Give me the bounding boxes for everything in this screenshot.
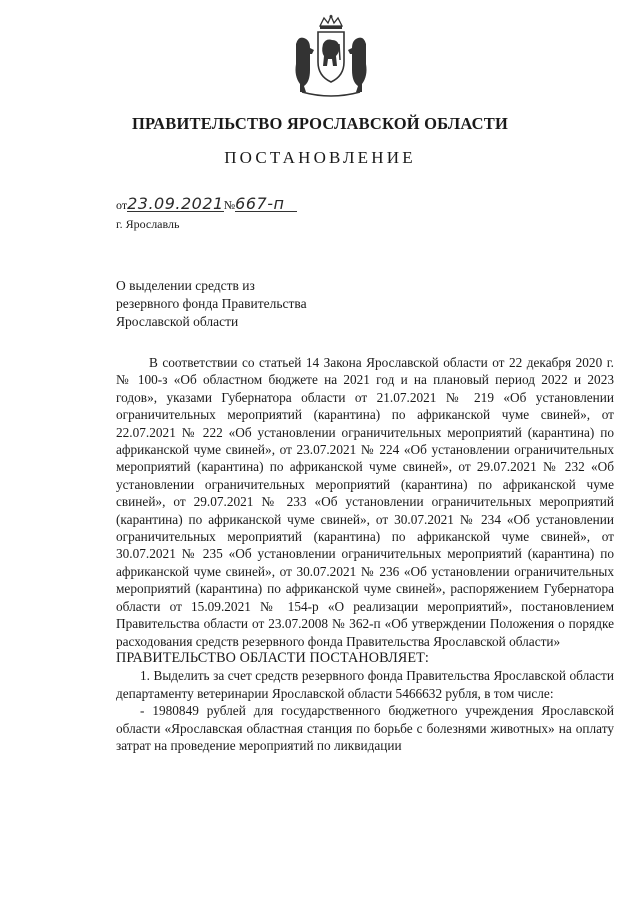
item-1-subitem: - 1980849 рублей для государственного бюджетного учреждения Ярославской области «Ярославская областная станция по борьбе с болезнями животных» на оплату затрат на проведение мероприятий по ликвидации [116, 703, 614, 753]
date-prefix: от [116, 198, 128, 212]
preamble-paragraph: В соответствии со статьей 14 Закона Ярославской области от 22 декабря 2020 г. № 100-з «Об областном бюджете на 2021 год и на плановый период 2022 и 2023 годов», указами Губернатора области от 21.07.2021 № 219 «Об установлении ограничительных мероприятий (карантина) по африканской чуме свиней», от 22.07.2021 № 222 «Об установлении ограничительных мероприятий (карантина) по африканской чуме свиней», от 23.07.2021 № 224 «Об установлении ограничительных мероприятий (карантина) по африканской чуме свиней», от 29.07.2021 № 232 «Об установлении ограничительных мероприятий (карантина) по африканской чуме свиней», от 29.07.2021 № 233 «Об установлении ограничительных мероприятий (карантина) по африканской чуме свиней», от 30.07.2021 № 234 «Об установлении ограничительных мероприятий (карантина) по африканской чуме свиней», от 30.07.2021 № 235 «Об установлении ограничительных мероприятий (карантина) по африканской чуме свиней», от 30.07.2021 № 236 «Об установлении ограничительных мероприятий (карантина) по африканской чуме свиней», распоряжением Губернатора области от 15.09.2021 № 154-р «О реализации мероприятий», постановлением Правительства области от 23.07.2008 № 362-п «Об утверждении Положения о порядке расходования средств резервного фонда Правительства Ярославской области» [116, 355, 614, 649]
city: г. Ярославль [116, 217, 180, 231]
document-body [116, 354, 614, 754]
subject-line: Ярославской области [116, 314, 239, 329]
subject-line: О выделении средств из [116, 278, 255, 293]
document-type: ПОСТАНОВЛЕНИЕ [224, 148, 416, 167]
number-value: 667-п [235, 196, 297, 212]
item-1-paragraph: 1. Выделить за счет средств резервного фонда Правительства Ярославской области департаменту ветеринарии Ярославской области 5466632 рубля, в том числе: [116, 668, 614, 701]
date-number-line [116, 196, 297, 213]
date-value: 23.09.2021 [127, 194, 224, 213]
subject-line: резервного фонда Правительства [116, 296, 307, 311]
number-prefix: № [223, 198, 236, 212]
document-subject [116, 277, 376, 331]
resolve-heading: ПРАВИТЕЛЬСТВО ОБЛАСТИ ПОСТАНОВЛЯЕТ: [116, 649, 429, 666]
coat-of-arms-icon [290, 14, 372, 98]
government-title: ПРАВИТЕЛЬСТВО ЯРОСЛАВСКОЙ ОБЛАСТИ [131, 114, 509, 133]
